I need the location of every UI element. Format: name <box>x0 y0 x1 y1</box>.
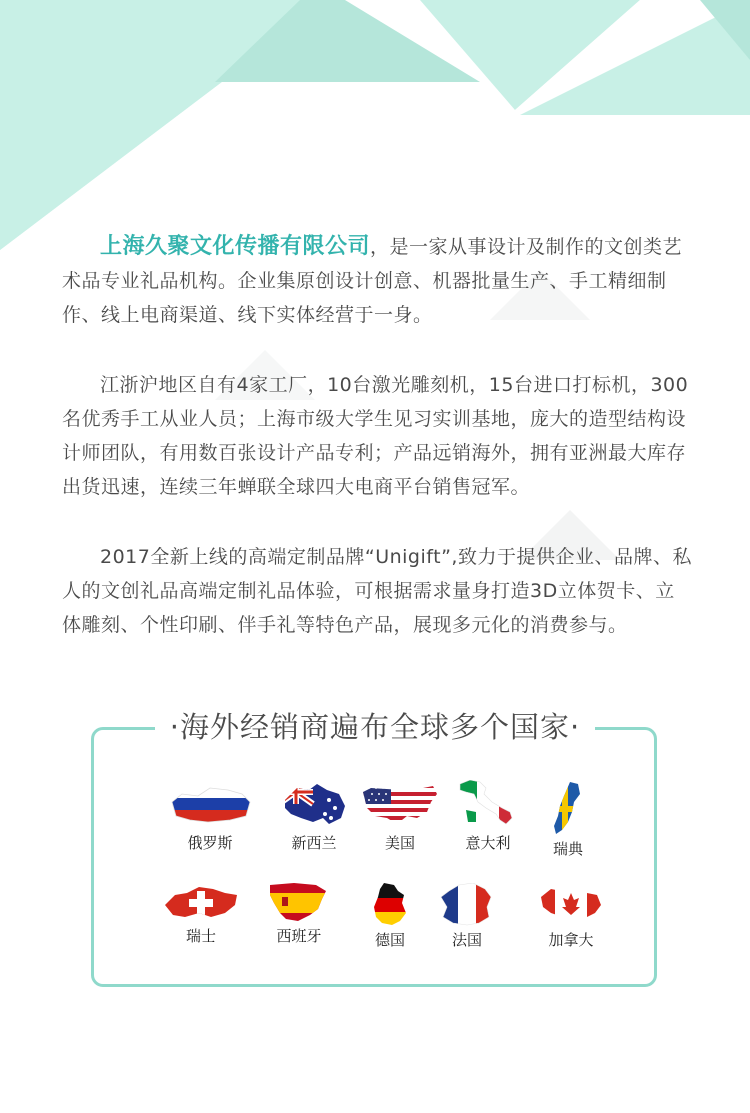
country-label: 新西兰 <box>291 834 337 852</box>
russia-flag-map-icon <box>168 780 252 830</box>
country-label: 美国 <box>384 834 415 852</box>
canada-flag-map-icon <box>539 883 603 927</box>
country-label: 俄罗斯 <box>187 834 233 852</box>
intro-text: ，是一家从事设计及制作的文创类艺术品专业礼品机构。企业集原创设计创意、机器批量生产、手工精细制作、线上电商渠道、线下实体经营于一身。 <box>62 236 683 326</box>
switzerland-flag-map-icon <box>163 883 239 923</box>
brand-paragraph <box>62 540 692 642</box>
country-label: 法国 <box>451 931 482 949</box>
brand-text: 2017全新上线的高端定制品牌“Unigift”,致力于提供企业、品牌、私人的文创礼品高端定制礼品体验，可根据需求量身打造3D立体贺卡、立体雕刻、个性印刷、伴手礼等特色产品，展现多元化的消费参与。 <box>62 546 692 636</box>
new-zealand-flag-map-icon <box>279 780 349 830</box>
country-canada <box>516 883 626 950</box>
country-switzerland <box>146 883 256 946</box>
factory-text: 江浙沪地区自有4家工厂，10台激光雕刻机，15台进口打标机，300名优秀手工从业人员；上海市级大学生见习实训基地，庞大的造型结构设计师团队，有用数百张设计产品专利；产品远销海外，拥有亚洲最大库存出货迅速，连续三年蝉联全球四大电商平台销售冠军。 <box>62 374 689 498</box>
company-name: 上海久聚文化传播有限公司 <box>100 234 371 259</box>
country-label: 西班牙 <box>276 927 322 945</box>
country-russia <box>155 780 265 853</box>
germany-flag-map-icon <box>370 883 410 927</box>
usa-flag-map-icon <box>361 780 439 830</box>
country-label: 瑞典 <box>552 840 583 858</box>
sweden-flag-map-icon <box>548 780 588 836</box>
italy-flag-map-icon <box>456 780 520 830</box>
country-label: 意大利 <box>465 834 511 852</box>
country-label: 德国 <box>374 931 405 949</box>
country-label: 瑞士 <box>185 927 216 945</box>
distribution-title: ·海外经销商遍布全球多个国家· <box>155 705 595 749</box>
country-label: 加拿大 <box>548 931 594 949</box>
factory-paragraph <box>62 368 692 504</box>
country-sweden <box>513 780 623 859</box>
country-france <box>412 883 522 950</box>
france-flag-map-icon <box>439 883 495 927</box>
company-intro-paragraph <box>62 230 692 332</box>
spain-flag-map-icon <box>268 883 330 923</box>
